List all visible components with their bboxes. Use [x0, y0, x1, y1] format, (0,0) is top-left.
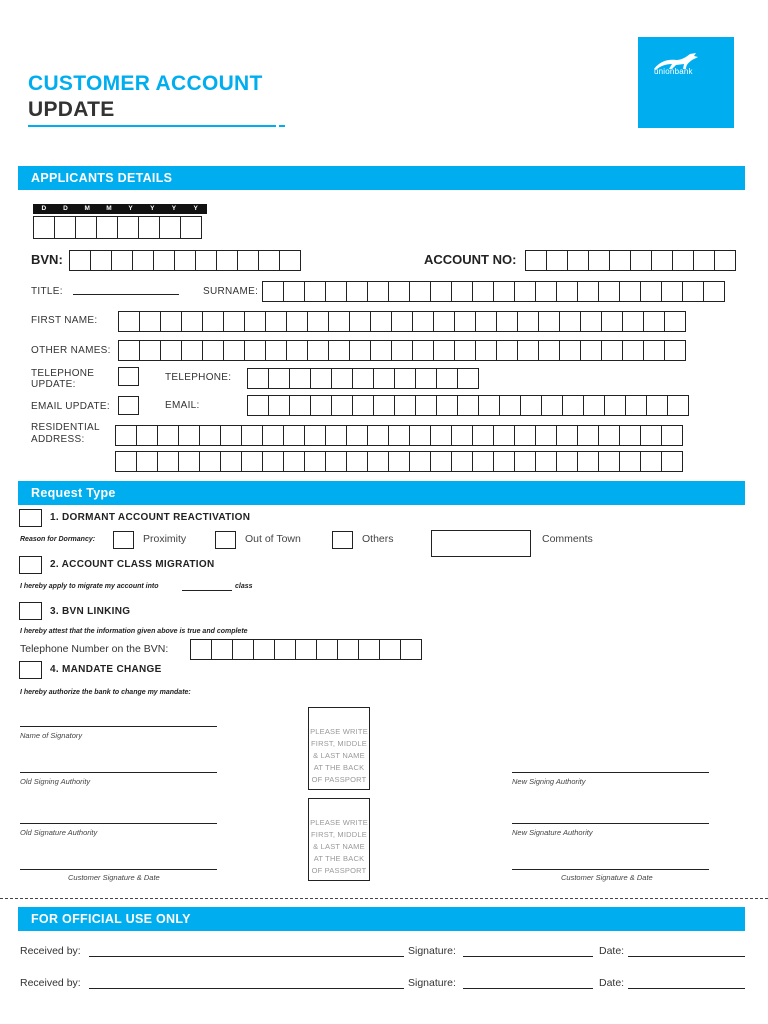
char-cell[interactable] — [664, 340, 686, 361]
char-cell[interactable] — [96, 216, 118, 239]
telephone-input[interactable] — [247, 368, 478, 389]
char-cell[interactable] — [132, 250, 154, 271]
other-names-label: OTHER NAMES: — [31, 345, 111, 356]
signature-line-2[interactable] — [463, 988, 593, 989]
char-cell[interactable] — [199, 451, 221, 472]
char-cell[interactable] — [136, 425, 158, 446]
old-signing-authority-caption: Old Signing Authority — [20, 777, 91, 786]
char-cell[interactable] — [496, 340, 518, 361]
char-cell[interactable] — [153, 250, 175, 271]
mandate-text: I hereby authorize the bank to change my mandate: — [20, 689, 191, 696]
char-cell[interactable] — [286, 311, 308, 332]
title-input-line[interactable] — [73, 294, 179, 295]
char-cell[interactable] — [283, 425, 305, 446]
char-cell[interactable] — [346, 425, 368, 446]
char-cell[interactable] — [391, 311, 413, 332]
dormant-reactivation-checkbox[interactable] — [19, 509, 42, 527]
migration-text: I hereby apply to migrate my account into — [20, 583, 159, 590]
telephone-update-checkbox[interactable] — [118, 367, 139, 386]
char-cell[interactable] — [525, 250, 547, 271]
bvn-input[interactable] — [69, 250, 300, 271]
date-line-2[interactable] — [628, 988, 745, 989]
section-official-use: FOR OFFICIAL USE ONLY — [18, 907, 745, 931]
others-checkbox[interactable] — [332, 531, 353, 549]
char-cell[interactable] — [415, 368, 437, 389]
char-cell[interactable] — [433, 340, 455, 361]
date-header — [33, 204, 207, 214]
char-cell[interactable] — [216, 250, 238, 271]
new-signature-authority-caption: New Signature Authority — [512, 828, 593, 837]
char-cell[interactable] — [388, 451, 410, 472]
char-cell[interactable] — [598, 451, 620, 472]
char-cell[interactable] — [265, 311, 287, 332]
logo-text: unionbank — [654, 67, 693, 76]
old-signature-authority-line[interactable] — [20, 823, 217, 824]
char-cell[interactable] — [580, 340, 602, 361]
char-cell[interactable] — [328, 311, 350, 332]
char-cell[interactable] — [601, 340, 623, 361]
name-of-signatory-caption: Name of Signatory — [20, 731, 83, 740]
char-cell[interactable] — [598, 425, 620, 446]
cut-line — [0, 898, 768, 899]
char-cell[interactable] — [118, 311, 140, 332]
char-cell[interactable] — [181, 311, 203, 332]
char-cell[interactable] — [223, 340, 245, 361]
mandate-change-checkbox[interactable] — [19, 661, 42, 679]
char-cell[interactable] — [139, 311, 161, 332]
request-item-bvn-linking: 3. BVN LINKING — [50, 606, 131, 617]
char-cell[interactable] — [325, 451, 347, 472]
char-cell[interactable] — [454, 340, 476, 361]
char-cell[interactable] — [258, 250, 280, 271]
char-cell[interactable] — [661, 451, 683, 472]
char-cell[interactable] — [556, 281, 578, 302]
char-cell[interactable] — [274, 639, 296, 660]
char-cell[interactable] — [493, 451, 515, 472]
signature-label-2: Signature: — [408, 977, 456, 989]
char-cell[interactable] — [241, 425, 263, 446]
char-cell[interactable] — [409, 425, 431, 446]
passport-instruction: PLEASE WRITE FIRST, MIDDLE & LAST NAME AT THE BACK OF PASSPORT — [310, 818, 368, 875]
char-cell[interactable] — [244, 311, 266, 332]
date-letter: M — [98, 204, 120, 214]
section-applicants-details: APPLICANTS DETAILS — [18, 166, 745, 190]
char-cell[interactable] — [475, 340, 497, 361]
char-cell[interactable] — [358, 639, 380, 660]
char-cell[interactable] — [451, 425, 473, 446]
char-cell[interactable] — [619, 425, 641, 446]
first-name-label: FIRST NAME: — [31, 315, 98, 326]
char-cell[interactable] — [54, 216, 76, 239]
char-cell[interactable] — [346, 281, 368, 302]
char-cell[interactable] — [159, 216, 181, 239]
char-cell[interactable] — [514, 425, 536, 446]
char-cell[interactable] — [262, 281, 284, 302]
char-cell[interactable] — [651, 250, 673, 271]
char-cell[interactable] — [451, 281, 473, 302]
char-cell[interactable] — [115, 425, 137, 446]
char-cell[interactable] — [367, 451, 389, 472]
char-cell[interactable] — [279, 250, 301, 271]
char-cell[interactable] — [195, 250, 217, 271]
char-cell[interactable] — [412, 340, 434, 361]
char-cell[interactable] — [331, 368, 353, 389]
char-cell[interactable] — [352, 368, 374, 389]
received-by-label-2: Received by: — [20, 977, 81, 989]
email-update-checkbox[interactable] — [118, 396, 139, 415]
email-label: EMAIL: — [165, 400, 200, 411]
char-cell[interactable] — [157, 451, 179, 472]
char-cell[interactable] — [220, 425, 242, 446]
form-subtitle: UPDATE — [28, 98, 115, 121]
char-cell[interactable] — [160, 311, 182, 332]
char-cell[interactable] — [337, 639, 359, 660]
customer-signature-line-right[interactable] — [512, 869, 709, 870]
char-cell[interactable] — [286, 340, 308, 361]
char-cell[interactable] — [457, 395, 479, 416]
char-cell[interactable] — [370, 340, 392, 361]
char-cell[interactable] — [454, 311, 476, 332]
char-cell[interactable] — [379, 639, 401, 660]
char-cell[interactable] — [436, 368, 458, 389]
char-cell[interactable] — [394, 368, 416, 389]
out-of-town-option: Out of Town — [245, 533, 301, 545]
title-underline-dot — [279, 125, 285, 127]
char-cell[interactable] — [325, 425, 347, 446]
reason-label: Reason for Dormancy: — [20, 536, 96, 543]
customer-signature-line-left[interactable] — [20, 869, 217, 870]
char-cell[interactable] — [247, 368, 269, 389]
char-cell[interactable] — [289, 368, 311, 389]
new-signature-authority-line[interactable] — [512, 823, 709, 824]
char-cell[interactable] — [289, 395, 311, 416]
char-cell[interactable] — [223, 311, 245, 332]
migration-class-input-line[interactable] — [182, 590, 232, 591]
char-cell[interactable] — [538, 340, 560, 361]
char-cell[interactable] — [373, 395, 395, 416]
bvn-label: BVN: — [31, 252, 63, 267]
surname-input[interactable] — [262, 281, 724, 302]
char-cell[interactable] — [295, 639, 317, 660]
char-cell[interactable] — [609, 250, 631, 271]
char-cell[interactable] — [111, 250, 133, 271]
char-cell[interactable] — [136, 451, 158, 472]
char-cell[interactable] — [69, 250, 91, 271]
char-cell[interactable] — [244, 340, 266, 361]
telephone-update-label: TELEPHONE UPDATE: — [31, 368, 95, 390]
other-names-input[interactable] — [118, 340, 685, 361]
char-cell[interactable] — [262, 425, 284, 446]
char-cell[interactable] — [370, 311, 392, 332]
char-cell[interactable] — [640, 281, 662, 302]
char-cell[interactable] — [178, 425, 200, 446]
char-cell[interactable] — [567, 250, 589, 271]
char-cell[interactable] — [601, 311, 623, 332]
bvn-phone-input[interactable] — [190, 639, 421, 660]
received-by-line-2[interactable] — [89, 988, 404, 989]
char-cell[interactable] — [268, 368, 290, 389]
char-cell[interactable] — [181, 340, 203, 361]
passport-photo-box-2[interactable] — [308, 798, 370, 881]
char-cell[interactable] — [538, 311, 560, 332]
char-cell[interactable] — [472, 281, 494, 302]
char-cell[interactable] — [253, 639, 275, 660]
char-cell[interactable] — [643, 311, 665, 332]
char-cell[interactable] — [190, 639, 212, 660]
char-cell[interactable] — [310, 368, 332, 389]
char-cell[interactable] — [237, 250, 259, 271]
char-cell[interactable] — [430, 281, 452, 302]
char-cell[interactable] — [640, 425, 662, 446]
char-cell[interactable] — [499, 395, 521, 416]
char-cell[interactable] — [115, 451, 137, 472]
char-cell[interactable] — [625, 395, 647, 416]
proximity-option: Proximity — [143, 533, 187, 545]
bvn-phone-label: Telephone Number on the BVN: — [20, 643, 169, 655]
address-input-line1[interactable] — [115, 425, 682, 446]
char-cell[interactable] — [556, 451, 578, 472]
char-cell[interactable] — [430, 425, 452, 446]
customer-signature-caption-right: Customer Signature & Date — [561, 873, 653, 882]
char-cell[interactable] — [331, 395, 353, 416]
char-cell[interactable] — [283, 451, 305, 472]
date-line-1[interactable] — [628, 956, 745, 957]
email-update-label: EMAIL UPDATE: — [31, 401, 110, 412]
char-cell[interactable] — [672, 250, 694, 271]
date-letter: Y — [141, 204, 163, 214]
char-cell[interactable] — [247, 395, 269, 416]
char-cell[interactable] — [409, 451, 431, 472]
char-cell[interactable] — [268, 395, 290, 416]
char-cell[interactable] — [33, 216, 55, 239]
char-cell[interactable] — [682, 281, 704, 302]
title-label: TITLE: — [31, 286, 63, 297]
char-cell[interactable] — [220, 451, 242, 472]
date-letter: D — [33, 204, 55, 214]
char-cell[interactable] — [430, 451, 452, 472]
char-cell[interactable] — [304, 281, 326, 302]
char-cell[interactable] — [436, 395, 458, 416]
char-cell[interactable] — [307, 311, 329, 332]
signature-line-1[interactable] — [463, 956, 593, 957]
char-cell[interactable] — [517, 311, 539, 332]
others-option: Others — [362, 533, 394, 545]
char-cell[interactable] — [562, 395, 584, 416]
old-signing-authority-line[interactable] — [20, 772, 217, 773]
out-of-town-checkbox[interactable] — [215, 531, 236, 549]
account-number-label: ACCOUNT NO: — [424, 252, 517, 267]
char-cell[interactable] — [367, 425, 389, 446]
char-cell[interactable] — [535, 281, 557, 302]
char-cell[interactable] — [667, 395, 689, 416]
char-cell[interactable] — [211, 639, 233, 660]
char-cell[interactable] — [588, 250, 610, 271]
char-cell[interactable] — [451, 451, 473, 472]
char-cell[interactable] — [546, 250, 568, 271]
email-input[interactable] — [247, 395, 688, 416]
char-cell[interactable] — [232, 639, 254, 660]
new-signing-authority-line[interactable] — [512, 772, 709, 773]
char-cell[interactable] — [577, 281, 599, 302]
char-cell[interactable] — [307, 340, 329, 361]
char-cell[interactable] — [580, 311, 602, 332]
bvn-linking-checkbox[interactable] — [19, 602, 42, 620]
char-cell[interactable] — [559, 311, 581, 332]
request-item-dormant: 1. DORMANT ACCOUNT REACTIVATION — [50, 512, 251, 523]
date-letter: Y — [185, 204, 207, 214]
char-cell[interactable] — [475, 311, 497, 332]
char-cell[interactable] — [496, 311, 518, 332]
char-cell[interactable] — [262, 451, 284, 472]
char-cell[interactable] — [541, 395, 563, 416]
char-cell[interactable] — [493, 425, 515, 446]
char-cell[interactable] — [472, 425, 494, 446]
char-cell[interactable] — [646, 395, 668, 416]
char-cell[interactable] — [577, 425, 599, 446]
union-bank-logo — [638, 37, 734, 128]
char-cell[interactable] — [180, 216, 202, 239]
passport-instruction: PLEASE WRITE FIRST, MIDDLE & LAST NAME AT THE BACK OF PASSPORT — [310, 727, 368, 784]
char-cell[interactable] — [118, 340, 140, 361]
char-cell[interactable] — [138, 216, 160, 239]
date-letter: D — [55, 204, 77, 214]
char-cell[interactable] — [640, 451, 662, 472]
char-cell[interactable] — [400, 639, 422, 660]
char-cell[interactable] — [202, 340, 224, 361]
char-cell[interactable] — [472, 451, 494, 472]
char-cell[interactable] — [619, 281, 641, 302]
char-cell[interactable] — [304, 425, 326, 446]
received-by-label-1: Received by: — [20, 945, 81, 957]
char-cell[interactable] — [619, 451, 641, 472]
char-cell[interactable] — [577, 451, 599, 472]
char-cell[interactable] — [493, 281, 515, 302]
char-cell[interactable] — [316, 639, 338, 660]
char-cell[interactable] — [664, 311, 686, 332]
char-cell[interactable] — [433, 311, 455, 332]
telephone-label: TELEPHONE: — [165, 372, 232, 383]
char-cell[interactable] — [388, 281, 410, 302]
char-cell[interactable] — [388, 425, 410, 446]
proximity-checkbox[interactable] — [113, 531, 134, 549]
char-cell[interactable] — [328, 340, 350, 361]
char-cell[interactable] — [535, 451, 557, 472]
char-cell[interactable] — [559, 340, 581, 361]
char-cell[interactable] — [604, 395, 626, 416]
name-of-signatory-line[interactable] — [20, 726, 217, 727]
customer-signature-caption-left: Customer Signature & Date — [68, 873, 160, 882]
char-cell[interactable] — [630, 250, 652, 271]
char-cell[interactable] — [178, 451, 200, 472]
date-label-1: Date: — [599, 945, 625, 957]
char-cell[interactable] — [391, 340, 413, 361]
char-cell[interactable] — [202, 311, 224, 332]
char-cell[interactable] — [598, 281, 620, 302]
char-cell[interactable] — [693, 250, 715, 271]
date-input[interactable] — [33, 216, 201, 239]
char-cell[interactable] — [714, 250, 736, 271]
char-cell[interactable] — [90, 250, 112, 271]
char-cell[interactable] — [349, 311, 371, 332]
title-underline — [28, 125, 276, 127]
attest-text: I hereby attest that the information given above is true and complete — [20, 628, 248, 635]
char-cell[interactable] — [457, 368, 479, 389]
char-cell[interactable] — [349, 340, 371, 361]
char-cell[interactable] — [622, 340, 644, 361]
first-name-input[interactable] — [118, 311, 685, 332]
char-cell[interactable] — [199, 425, 221, 446]
char-cell[interactable] — [352, 395, 374, 416]
residential-address-label: RESIDENTIAL ADDRESS: — [31, 422, 100, 445]
date-letter: Y — [120, 204, 142, 214]
date-letter: Y — [163, 204, 185, 214]
char-cell[interactable] — [415, 395, 437, 416]
char-cell[interactable] — [367, 281, 389, 302]
char-cell[interactable] — [661, 425, 683, 446]
char-cell[interactable] — [622, 311, 644, 332]
char-cell[interactable] — [583, 395, 605, 416]
date-letter: M — [76, 204, 98, 214]
char-cell[interactable] — [160, 340, 182, 361]
new-signing-authority-caption: New Signing Authority — [512, 777, 586, 786]
date-label-2: Date: — [599, 977, 625, 989]
received-by-line-1[interactable] — [89, 956, 404, 957]
section-request-type: Request Type — [18, 481, 745, 505]
old-signature-authority-caption: Old Signature Authority — [20, 828, 98, 837]
comments-label: Comments — [542, 533, 593, 545]
passport-photo-box-1[interactable] — [308, 707, 370, 790]
char-cell[interactable] — [514, 281, 536, 302]
char-cell[interactable] — [514, 451, 536, 472]
surname-label: SURNAME: — [203, 286, 259, 297]
account-number-input[interactable] — [525, 250, 735, 271]
char-cell[interactable] — [643, 340, 665, 361]
char-cell[interactable] — [325, 281, 347, 302]
request-item-mandate-change: 4. MANDATE CHANGE — [50, 664, 162, 675]
request-item-class-migration: 2. ACCOUNT CLASS MIGRATION — [50, 559, 215, 570]
char-cell[interactable] — [117, 216, 139, 239]
char-cell[interactable] — [283, 281, 305, 302]
comments-input[interactable] — [431, 530, 531, 557]
char-cell[interactable] — [157, 425, 179, 446]
char-cell[interactable] — [535, 425, 557, 446]
char-cell[interactable] — [265, 340, 287, 361]
char-cell[interactable] — [75, 216, 97, 239]
address-input-line2[interactable] — [115, 451, 682, 472]
char-cell[interactable] — [174, 250, 196, 271]
char-cell[interactable] — [373, 368, 395, 389]
char-cell[interactable] — [409, 281, 431, 302]
char-cell[interactable] — [703, 281, 725, 302]
signature-label-1: Signature: — [408, 945, 456, 957]
char-cell[interactable] — [520, 395, 542, 416]
class-migration-checkbox[interactable] — [19, 556, 42, 574]
migration-class-suffix: class — [235, 583, 253, 590]
char-cell[interactable] — [304, 451, 326, 472]
char-cell[interactable] — [346, 451, 368, 472]
char-cell[interactable] — [310, 395, 332, 416]
char-cell[interactable] — [661, 281, 683, 302]
char-cell[interactable] — [478, 395, 500, 416]
char-cell[interactable] — [556, 425, 578, 446]
char-cell[interactable] — [412, 311, 434, 332]
char-cell[interactable] — [241, 451, 263, 472]
form-title: CUSTOMER ACCOUNT — [28, 72, 263, 95]
char-cell[interactable] — [139, 340, 161, 361]
char-cell[interactable] — [517, 340, 539, 361]
char-cell[interactable] — [394, 395, 416, 416]
